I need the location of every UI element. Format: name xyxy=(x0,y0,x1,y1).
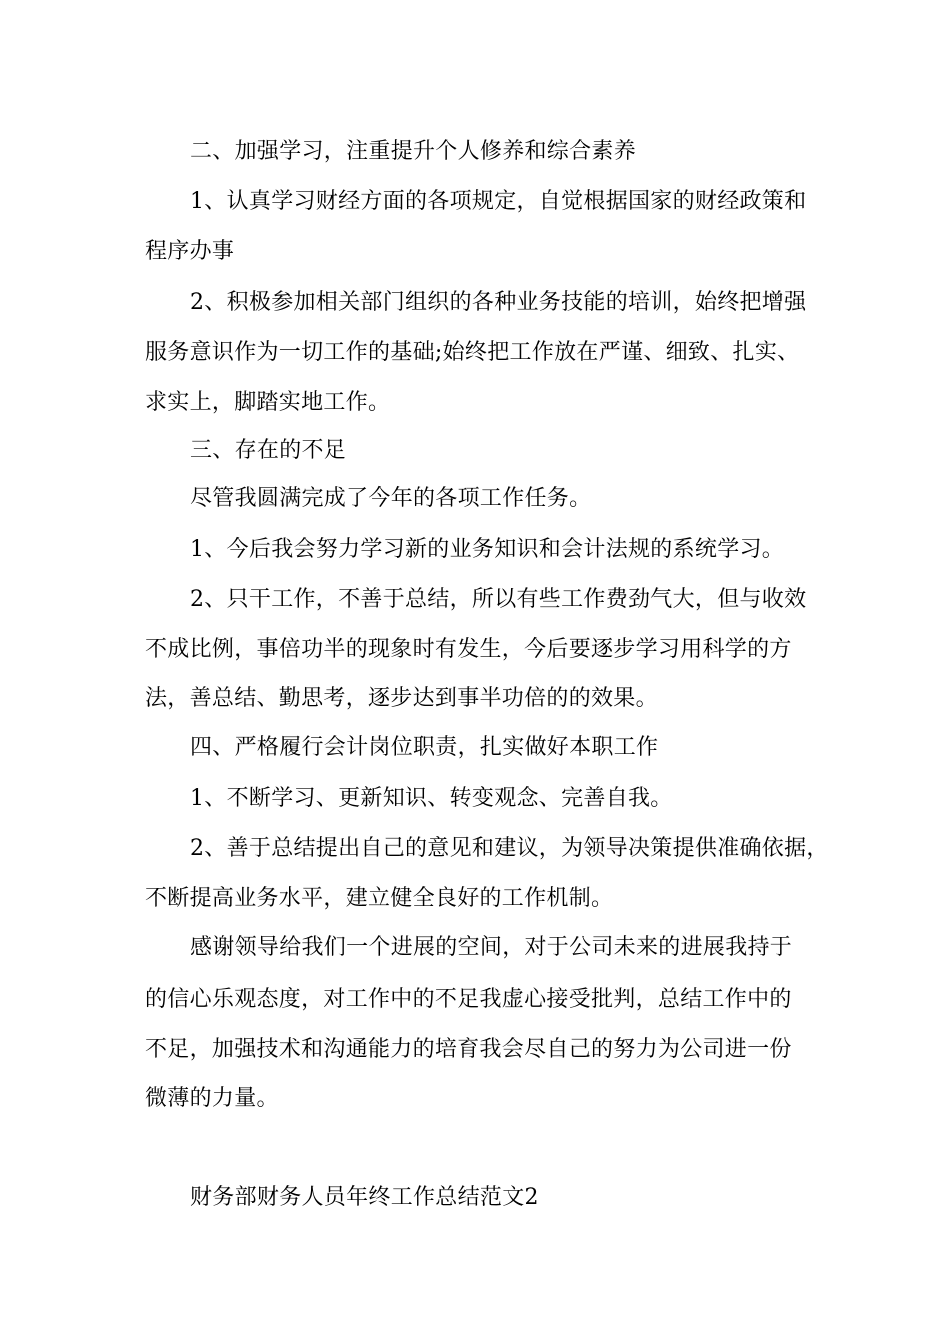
paragraph-line: 感谢领导给我们一个进展的空间，对于公司未来的进展我持于 xyxy=(190,935,793,960)
paragraph-line: 不足，加强技术和沟通能力的培育我会尽自己的努力为公司进一份 xyxy=(145,1037,792,1062)
paragraph-line: 2、只干工作，不善于总结，所以有些工作费劲气大，但与收效 xyxy=(190,587,807,612)
paragraph-line: 尽管我圆满完成了今年的各项工作任务。 xyxy=(190,486,592,511)
paragraph-line: 求实上，脚踏实地工作。 xyxy=(145,390,391,415)
paragraph-line: 2、善于总结提出自己的意见和建议，为领导决策提供准确依据， xyxy=(190,836,829,861)
paragraph-line: 微薄的力量。 xyxy=(145,1086,279,1111)
paragraph-line: 2、积极参加相关部门组织的各种业务技能的培训，始终把增强 xyxy=(190,290,807,315)
paragraph-line: 1、认真学习财经方面的各项规定，自觉根据国家的财经政策和 xyxy=(190,189,807,214)
paragraph-line: 1、不断学习、更新知识、转变观念、完善自我。 xyxy=(190,786,673,811)
paragraph-line: 服务意识作为一切工作的基础;始终把工作放在严谨、细致、扎实、 xyxy=(145,340,800,365)
section-heading-2: 二、加强学习，注重提升个人修养和综合素养 xyxy=(190,139,637,164)
paragraph-line: 1、今后我会努力学习新的业务知识和会计法规的系统学习。 xyxy=(190,537,785,562)
paragraph-line: 的信心乐观态度，对工作中的不足我虚心接受批判，总结工作中的 xyxy=(145,987,792,1012)
paragraph-line: 法，善总结、勤思考，逐步达到事半功倍的的效果。 xyxy=(145,686,658,711)
section-heading-4: 四、严格履行会计岗位职责，扎实做好本职工作 xyxy=(190,735,659,760)
paragraph-line: 不成比例，事倍功半的现象时有发生，今后要逐步学习用科学的方 xyxy=(145,637,792,662)
section-heading-3: 三、存在的不足 xyxy=(190,438,347,463)
paragraph-line: 程序办事 xyxy=(145,239,235,264)
document-title: 财务部财务人员年终工作总结范文2 xyxy=(190,1185,539,1210)
paragraph-line: 不断提高业务水平，建立健全良好的工作机制。 xyxy=(145,886,614,911)
